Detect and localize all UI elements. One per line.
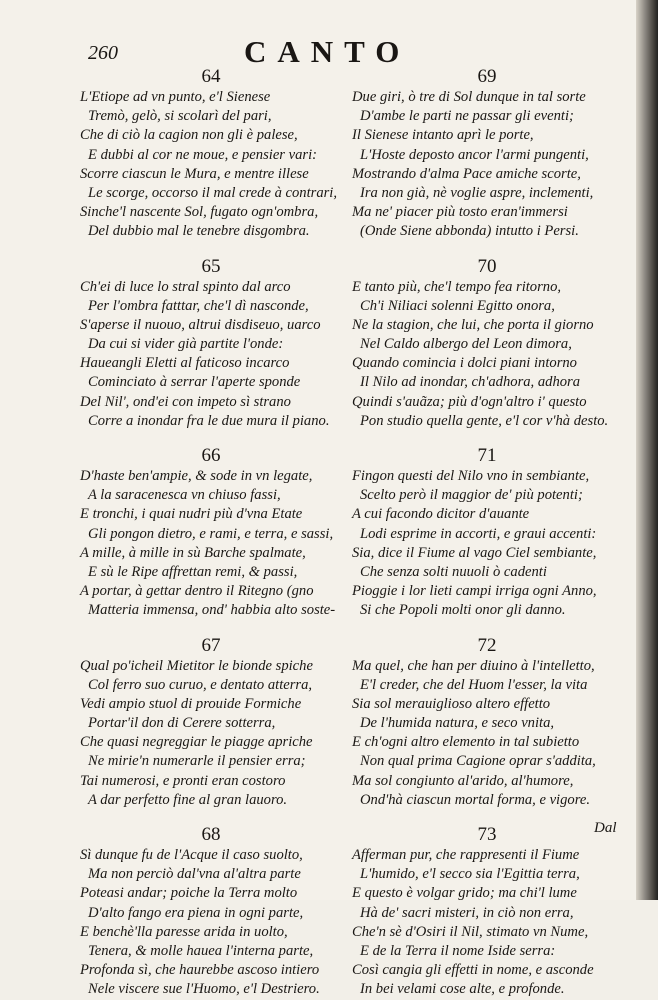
verse-line: Pioggie i lor lieti campi irriga ogni Anno, — [352, 583, 597, 600]
verse-line: Profonda sì, che haurebbe ascoso intiero — [80, 962, 320, 979]
verse-line: Così cangia gli effetti in nome, e asconde — [352, 962, 594, 979]
stanza-number: 66 — [201, 445, 221, 466]
verse-line: Del Nil', ond'ei con impeto sì strano — [80, 393, 291, 410]
verse-line: Ma quel, che han per diuino à l'intelletto, — [352, 657, 595, 674]
verse-line: E tronchi, i quai nudri più d'vna Etate — [80, 506, 303, 523]
verse-line: Il Sienese intanto aprì le porte, — [352, 127, 534, 144]
verse-line: A dar perfetto fine al gran lauoro. — [88, 791, 288, 808]
stanza-number: 71 — [477, 445, 497, 466]
verse-line: A portar, à gettar dentro il Ritegno (gno — [80, 583, 314, 600]
verse-line: E dubbi al cor ne moue, e pensier vari: — [88, 146, 317, 163]
verse-line: Le scorge, occorso il mal crede à contrari, — [88, 184, 337, 201]
stanza-gap — [352, 810, 622, 824]
stanza-number: 69 — [477, 66, 497, 87]
stanza — [80, 445, 342, 621]
left-column — [80, 66, 342, 1000]
verse-line: L'Etiope ad vn punto, e'l Sienese — [80, 89, 271, 105]
verse-line: Lodi esprime in accorti, e graui accenti: — [360, 525, 597, 542]
verse-line: Non qual prima Cagione oprar s'addita, — [360, 753, 596, 770]
verse-line: E de la Terra il nome Iside serra: — [360, 942, 556, 959]
verse-line: Ne mirie'n numerarle il pensier erra; — [88, 753, 306, 770]
verse-line: Del dubbio mal le tenebre disgombra. — [88, 223, 310, 240]
stanza-gap — [80, 431, 342, 445]
stanza — [80, 635, 342, 811]
verse-line: E questo è volgar grido; ma chi'l lume — [352, 885, 577, 902]
verse-line: Tai numerosi, e pronti eran costoro — [80, 772, 286, 789]
verse-line: Vedi ampio stuol di prouide Formiche — [80, 695, 302, 712]
verse-line: (Onde Siene abbonda) intutto i Persi. — [360, 223, 579, 240]
verse-line: Scelto però il maggior de' più potenti; — [360, 487, 583, 504]
verse-line: Ch'i Niliaci solenni Egitto onora, — [360, 297, 555, 314]
verse-line: A cui facondo dicitor d'auante — [352, 506, 530, 523]
running-title: CANTO — [244, 34, 411, 69]
stanza — [80, 824, 342, 1000]
verse-line: Si che Popoli molti onor gli danno. — [360, 602, 566, 619]
verse-line: Corre a inondar fra le due mura il piano. — [88, 412, 330, 429]
stanza — [352, 635, 622, 811]
verse-line: A la saracenesca vn chiuso fassi, — [88, 487, 281, 504]
verse-line: Sì dunque fu de l'Acque il caso suolto, — [80, 847, 303, 863]
page-header — [76, 32, 636, 68]
verse-line: Che quasi negreggiar le piagge apriche — [80, 734, 313, 751]
verse-line: Portar'il don di Cerere sotterra, — [88, 715, 276, 732]
verse-line: Ma sol congiunto al'arido, al'humore, — [352, 772, 574, 789]
verse-line: Ch'ei di luce lo stral spinto dal arco — [80, 278, 291, 295]
verse-line: Haueangli Eletti al faticoso incarco — [80, 355, 290, 372]
verse-line: Fingon questi del Nilo vno in sembiante, — [352, 468, 590, 484]
stanza-number: 73 — [477, 824, 497, 845]
verse-line: Nel Caldo albergo del Leon dimora, — [360, 336, 572, 353]
verse-line: Hà de' sacri misteri, in ciò non erra, — [360, 904, 574, 921]
stanza-number: 68 — [201, 824, 221, 845]
stanza-number: 65 — [201, 255, 221, 277]
verse-line: Ira non già, nè voglie aspre, inclementi, — [360, 184, 594, 201]
verse-line: Ma non perciò dal'vna al'altra parte — [88, 866, 301, 883]
verse-line: E sù le Ripe affrettan remi, & passi, — [88, 563, 298, 580]
verse-line: Sia sol merauiglioso altero effetto — [352, 695, 551, 712]
verse-line: Che'n sè d'Osiri il Nil, stimato vn Nume, — [352, 923, 589, 940]
verse-line: E tanto più, che'l tempo fea ritorno, — [352, 278, 562, 295]
stanza-gap — [80, 242, 342, 256]
stanza — [80, 256, 342, 432]
verse-line: Da cui si vider già partite l'onde: — [88, 336, 284, 353]
stanza-gap — [352, 242, 622, 256]
verse-line: Scorre ciascun le Mura, e mentre illese — [80, 165, 309, 182]
verse-line: Due giri, ò tre di Sol dunque in tal sorte — [352, 89, 586, 105]
verse-line: Ne la stagion, che lui, che porta il giorno — [352, 316, 594, 333]
verse-line: Ond'hà ciascun mortal forma, e vigore. — [360, 791, 590, 808]
verse-line: E ch'ogni altro elemento in tal subietto — [352, 734, 580, 751]
right-column — [352, 66, 622, 1000]
stanza-number: 70 — [477, 255, 497, 277]
verse-line: Sia, dice il Fiume al vago Ciel sembiante, — [352, 544, 597, 561]
verse-line: Ma ne' piacer più tosto eran'immersi — [352, 204, 568, 221]
verse-line: Nele viscere sue l'Huomo, e'l Destriero. — [88, 981, 320, 998]
verse-line: E'l creder, che del Huom l'esser, la vita — [360, 676, 588, 693]
verse-line: Tremò, gelò, si scolarì del pari, — [88, 108, 272, 125]
stanza-gap — [352, 431, 622, 445]
verse-line: L'humido, e'l secco sia l'Egittia terra, — [360, 866, 580, 883]
verse-line: Il Nilo ad inondar, ch'adhora, adhora — [360, 374, 581, 391]
verse-line: Sinche'l nascente Sol, fugato ogn'ombra, — [80, 204, 319, 221]
verse-line: Mostrando d'alma Pace amiche scorte, — [352, 165, 581, 182]
verse-line: Matteria immensa, ond' habbia alto soste- — [88, 602, 336, 619]
verse-line: L'Hoste deposto ancor l'armi pungenti, — [360, 146, 589, 163]
verse-line: Che senza solti nuuoli ò cadenti — [360, 563, 547, 580]
verse-line: S'aperse il nuouo, altrui disdiseuo, uarco — [80, 316, 321, 333]
stanza — [352, 445, 622, 621]
verse-line: D'haste ben'ampie, & sode in vn legate, — [80, 468, 313, 484]
verse-line: Gli pongon dietro, e rami, e terra, e sassi, — [88, 525, 334, 542]
stanza-number: 72 — [477, 634, 497, 656]
verse-line: Poteasi andar; poiche la Terra molto — [80, 885, 298, 902]
verse-line: Col ferro suo curuo, e dentato atterra, — [88, 676, 313, 693]
verse-line: Che di ciò la cagion non gli è palese, — [80, 127, 298, 144]
verse-line: Pon studio quella gente, e'l cor v'hà desto. — [360, 412, 609, 429]
verse-line: Quindi s'auãza; più d'ogn'altro i' questo — [352, 393, 587, 410]
stanza-gap — [80, 621, 342, 635]
verse-line: A mille, à mille in sù Barche spalmate, — [80, 544, 306, 561]
verse-line: Qual po'icheil Mietitor le bionde spiche — [80, 657, 313, 674]
stanza-number: 64 — [201, 66, 221, 87]
book-gutter-shadow — [636, 0, 658, 900]
page-number: 260 — [88, 42, 118, 64]
stanza-number: 67 — [201, 634, 221, 656]
verse-line: D'alto fango era piena in ogni parte, — [88, 904, 304, 921]
stanza — [352, 824, 622, 1000]
verse-line: D'ambe le parti ne passar gli eventi; — [360, 108, 574, 125]
verse-line: De l'humida natura, e seco vnita, — [360, 715, 555, 732]
verse-line: Afferman pur, che rappresenti il Fiume — [352, 847, 580, 863]
verse-line: E benchè'lla paresse arida in uolto, — [80, 923, 288, 940]
verse-line: Per l'ombra fatttar, che'l dì nasconde, — [88, 297, 309, 314]
verse-line: Quando comincia i dolci piani intorno — [352, 355, 577, 372]
verse-line: In bei velami cose alte, e profonde. — [360, 981, 565, 998]
stanza — [352, 66, 622, 242]
stanza-gap — [352, 621, 622, 635]
catchword: Dal — [594, 820, 617, 836]
verse-line: Cominciato à serrar l'aperte sponde — [88, 374, 301, 391]
stanza — [352, 256, 622, 432]
verse-line: Tenera, & molle hauea l'interna parte, — [88, 942, 314, 959]
stanza-gap — [80, 810, 342, 824]
stanza — [80, 66, 342, 242]
